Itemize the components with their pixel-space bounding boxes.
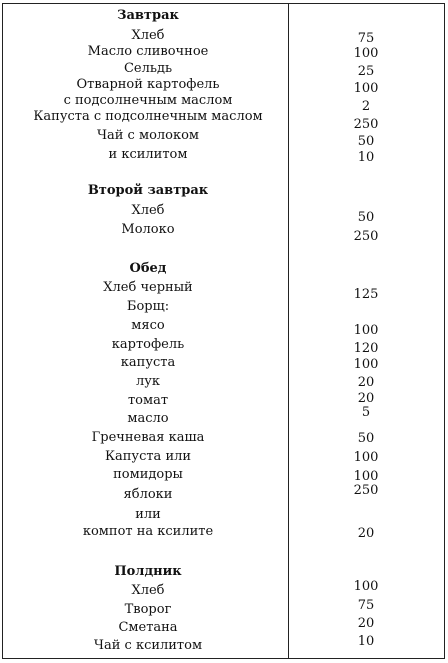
item-name: томат — [127, 393, 169, 408]
item-name: Гречневая каша — [91, 430, 205, 445]
item-amount: 120 — [353, 341, 379, 356]
item-name: мясо — [131, 318, 165, 333]
item-name: Хлеб черный — [103, 280, 193, 295]
item-amount: 75 — [357, 31, 375, 46]
item-name: помидоры — [113, 467, 183, 482]
item-name: Сметана — [118, 620, 178, 635]
item-name: Сельдь — [123, 61, 173, 76]
item-amount: 250 — [353, 483, 379, 498]
item-amount: 250 — [353, 117, 379, 132]
item-name: Масло сливочное — [87, 44, 209, 59]
item-name: масло — [127, 411, 169, 426]
item-name: и ксилитом — [108, 147, 188, 162]
item-name: Хлеб — [131, 28, 165, 43]
item-name: с подсолнечным маслом — [63, 93, 233, 108]
item-amount: 20 — [357, 526, 375, 541]
item-amount: 20 — [357, 391, 375, 406]
item-amount: 50 — [357, 134, 375, 149]
item-name: Молоко — [121, 222, 175, 237]
item-amount: 100 — [353, 579, 379, 594]
item-name: Хлеб — [131, 583, 165, 598]
item-name: картофель — [111, 337, 185, 352]
item-amount: 100 — [353, 357, 379, 372]
section-heading: Завтрак — [117, 8, 179, 23]
item-amount: 50 — [357, 431, 375, 446]
item-name: Борщ: — [126, 299, 170, 314]
item-amount: 10 — [357, 634, 375, 649]
item-name: лук — [135, 374, 161, 389]
item-name: Капуста или — [104, 449, 192, 464]
item-amount: 100 — [353, 46, 379, 61]
item-name: Отварной картофель — [76, 77, 220, 92]
section-heading: Второй завтрак — [87, 183, 209, 198]
item-amount: 250 — [353, 229, 379, 244]
item-amount: 100 — [353, 450, 379, 465]
item-name: Творог — [124, 602, 172, 617]
item-amount: 2 — [361, 99, 371, 114]
item-amount: 125 — [353, 287, 379, 302]
item-name: Хлеб — [131, 203, 165, 218]
item-amount: 100 — [353, 323, 379, 338]
item-name: яблоки — [123, 487, 173, 502]
item-name: или — [135, 507, 161, 522]
item-amount: 25 — [357, 64, 375, 79]
column-divider — [288, 3, 289, 659]
item-amount: 75 — [357, 598, 375, 613]
item-name: Чай с ксилитом — [93, 638, 203, 653]
item-amount: 100 — [353, 469, 379, 484]
item-name: капуста — [120, 355, 176, 370]
item-amount: 20 — [357, 616, 375, 631]
item-amount: 100 — [353, 81, 379, 96]
item-name: компот на ксилите — [82, 524, 214, 539]
section-heading: Полдник — [114, 564, 182, 579]
item-name: Капуста с подсолнечным маслом — [33, 109, 263, 124]
item-amount: 10 — [357, 150, 375, 165]
item-amount: 20 — [357, 375, 375, 390]
item-amount: 50 — [357, 210, 375, 225]
item-name: Чай с молоком — [96, 128, 200, 143]
item-amount: 5 — [361, 405, 371, 420]
section-heading: Обед — [129, 261, 167, 276]
